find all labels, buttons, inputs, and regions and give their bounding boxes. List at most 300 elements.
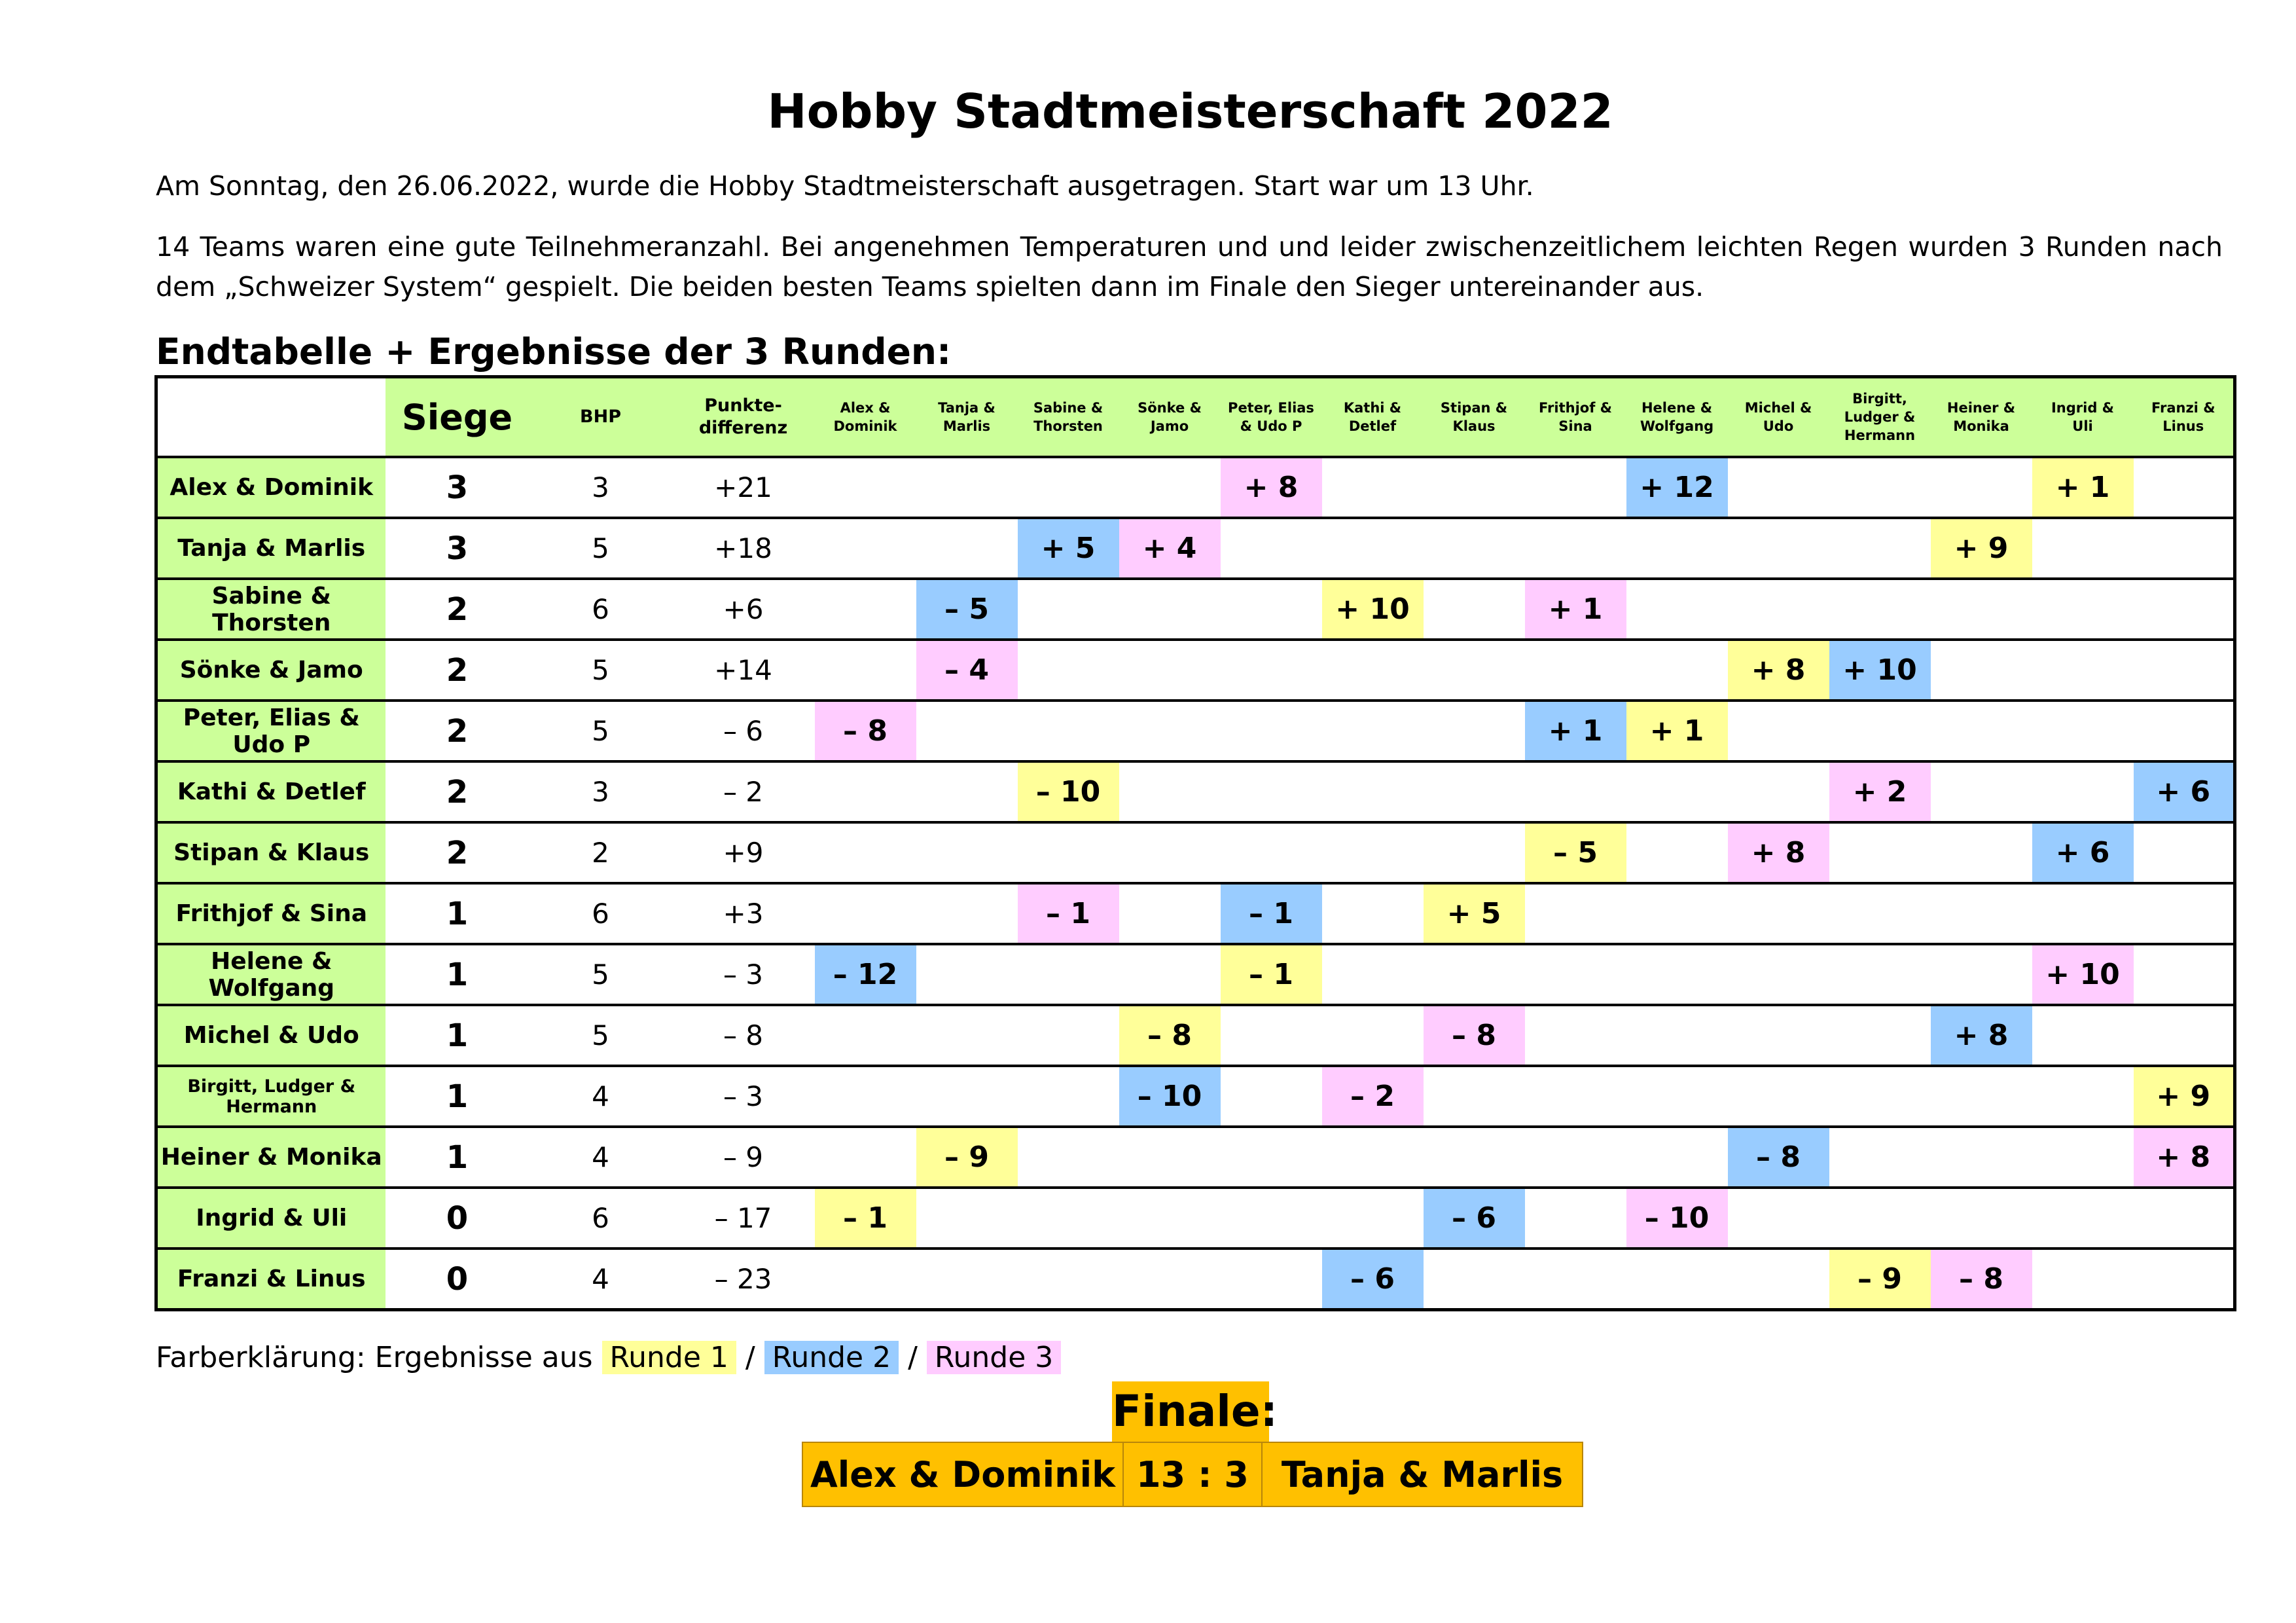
result-cell: + 9 (1931, 518, 2032, 579)
empty-cell (2134, 1005, 2235, 1066)
empty-cell (1525, 1188, 1626, 1249)
empty-cell (1424, 822, 1525, 883)
empty-cell (815, 579, 916, 640)
header-opponent: Stipan & Klaus (1424, 377, 1525, 458)
result-cell: + 5 (1424, 883, 1525, 944)
empty-cell (2032, 640, 2134, 701)
table-row (156, 457, 2235, 518)
empty-cell (1018, 1127, 1119, 1188)
empty-cell (815, 1066, 916, 1127)
result-cell: – 6 (1424, 1188, 1525, 1249)
empty-cell (2134, 579, 2235, 640)
empty-cell (1018, 1249, 1119, 1310)
empty-cell (1931, 457, 2032, 518)
result-cell: – 8 (1119, 1005, 1221, 1066)
table-row (156, 518, 2235, 579)
result-cell: + 6 (2134, 761, 2235, 822)
result-cell: – 1 (815, 1188, 916, 1249)
siege-value: 3 (446, 469, 469, 506)
empty-cell (1728, 1249, 1829, 1310)
bhp-value: 5 (592, 958, 609, 991)
team-name: Birgitt, Ludger & Hermann (156, 1066, 386, 1127)
header-opponent: Birgitt, Ludger & Hermann (1829, 377, 1931, 458)
intro-paragraph-2: 14 Teams waren eine gute Teilnehmeranzahl. Bei angenehmen Temperaturen und und leider zwischenzeitlichem leichten Regen wurden 3 Runden nach dem „Schweizer System“ gespielt. Die beiden besten Teams spielten dann im Finale den Sieger untereinander aus. (156, 231, 2223, 302)
empty-cell (1221, 1249, 1322, 1310)
empty-cell (1525, 518, 1626, 579)
empty-cell (1018, 640, 1119, 701)
siege-value: 1 (446, 1078, 469, 1115)
result-cell: – 1 (1221, 944, 1322, 1005)
empty-cell (2134, 944, 2235, 1005)
empty-cell (2032, 1005, 2134, 1066)
result-cell: – 10 (1626, 1188, 1728, 1249)
empty-cell (1931, 640, 2032, 701)
empty-cell (1221, 1127, 1322, 1188)
empty-cell (2032, 1249, 2134, 1310)
empty-cell (1424, 1249, 1525, 1310)
empty-cell (2032, 579, 2134, 640)
empty-cell (2134, 883, 2235, 944)
result-cell: – 1 (1018, 883, 1119, 944)
punktedifferenz-value: – 3 (723, 1080, 764, 1112)
team-name: Peter, Elias & Udo P (156, 701, 386, 761)
final-score: 13 : 3 (1123, 1442, 1262, 1506)
empty-cell (1322, 518, 1424, 579)
bhp-value: 5 (592, 532, 609, 564)
header-opponent: Helene & Wolfgang (1626, 377, 1728, 458)
empty-cell (1626, 1005, 1728, 1066)
result-cell: + 1 (2032, 457, 2134, 518)
result-cell: – 8 (815, 701, 916, 761)
punktedifferenz-value: – 6 (723, 715, 764, 747)
empty-cell (2032, 1066, 2134, 1127)
punktedifferenz-value: – 9 (723, 1141, 764, 1173)
siege-value: 1 (446, 895, 469, 932)
empty-cell (1829, 518, 1931, 579)
header-siege: Siege (386, 377, 529, 458)
result-cell: + 10 (2032, 944, 2134, 1005)
empty-cell (1626, 944, 1728, 1005)
result-cell: – 8 (1728, 1127, 1829, 1188)
empty-cell (2032, 761, 2134, 822)
empty-cell (1525, 761, 1626, 822)
siege-value: 3 (446, 530, 469, 567)
result-cell: + 6 (2032, 822, 2134, 883)
result-cell: – 8 (1931, 1249, 2032, 1310)
empty-cell (2134, 701, 2235, 761)
empty-cell (1525, 457, 1626, 518)
empty-cell (1931, 579, 2032, 640)
empty-cell (815, 883, 916, 944)
empty-cell (1221, 822, 1322, 883)
bhp-value: 4 (592, 1263, 609, 1295)
header-opponent: Ingrid & Uli (2032, 377, 2134, 458)
empty-cell (815, 640, 916, 701)
bhp-value: 3 (592, 776, 609, 808)
bhp-value: 2 (592, 837, 609, 869)
result-cell: – 5 (1525, 822, 1626, 883)
empty-cell (1525, 1127, 1626, 1188)
empty-cell (1829, 883, 1931, 944)
intro-paragraph-1: Am Sonntag, den 26.06.2022, wurde die Hobby Stadtmeisterschaft ausgetragen. Start war um 13 Uhr. (156, 170, 1534, 202)
empty-cell (2134, 1249, 2235, 1310)
result-cell: + 1 (1525, 579, 1626, 640)
empty-cell (1626, 518, 1728, 579)
header-punktedifferenz: Punkte- differenz (672, 377, 815, 458)
empty-cell (2032, 1127, 2134, 1188)
empty-cell (916, 1188, 1018, 1249)
empty-cell (1829, 1066, 1931, 1127)
siege-value: 1 (446, 1017, 469, 1054)
empty-cell (916, 701, 1018, 761)
legend-round-2: Runde 2 (764, 1341, 899, 1374)
bhp-value: 4 (592, 1141, 609, 1173)
bhp-value: 3 (592, 471, 609, 503)
empty-cell (1829, 1127, 1931, 1188)
empty-cell (1018, 701, 1119, 761)
empty-cell (1728, 761, 1829, 822)
empty-cell (1525, 1066, 1626, 1127)
result-cell: + 8 (1728, 640, 1829, 701)
header-opponent: Sabine & Thorsten (1018, 377, 1119, 458)
team-name: Alex & Dominik (156, 457, 386, 518)
empty-cell (1626, 1066, 1728, 1127)
bhp-value: 6 (592, 1202, 609, 1234)
empty-cell (916, 822, 1018, 883)
table-row (156, 944, 2235, 1005)
final-team-a: Alex & Dominik (802, 1442, 1123, 1506)
empty-cell (1221, 518, 1322, 579)
empty-cell (1829, 701, 1931, 761)
header-opponent: Michel & Udo (1728, 377, 1829, 458)
empty-cell (1626, 1127, 1728, 1188)
empty-cell (1119, 944, 1221, 1005)
table-heading: Endtabelle + Ergebnisse der 3 Runden: (156, 331, 952, 373)
empty-cell (1221, 579, 1322, 640)
empty-cell (1221, 1005, 1322, 1066)
empty-cell (2032, 1188, 2134, 1249)
empty-cell (1018, 944, 1119, 1005)
empty-cell (1931, 822, 2032, 883)
team-name: Tanja & Marlis (156, 518, 386, 579)
result-cell: – 4 (916, 640, 1018, 701)
punktedifferenz-value: – 2 (723, 776, 764, 808)
header-opponent: Tanja & Marlis (916, 377, 1018, 458)
final-result-table (802, 1442, 1583, 1507)
bhp-value: 6 (592, 898, 609, 930)
table-row (156, 1249, 2235, 1310)
siege-value: 0 (446, 1199, 469, 1237)
siege-value: 2 (446, 773, 469, 811)
empty-cell (2032, 518, 2134, 579)
empty-cell (1018, 1005, 1119, 1066)
legend-separator: / (745, 1341, 755, 1374)
empty-cell (1322, 457, 1424, 518)
header-opponent: Kathi & Detlef (1322, 377, 1424, 458)
empty-cell (1221, 761, 1322, 822)
punktedifferenz-value: +18 (714, 532, 772, 564)
team-name: Kathi & Detlef (156, 761, 386, 822)
empty-cell (916, 518, 1018, 579)
team-name: Franzi & Linus (156, 1249, 386, 1310)
siege-value: 2 (446, 712, 469, 750)
empty-cell (1728, 944, 1829, 1005)
empty-cell (1424, 701, 1525, 761)
team-name: Sabine & Thorsten (156, 579, 386, 640)
result-cell: – 10 (1018, 761, 1119, 822)
results-table (154, 375, 2236, 1311)
result-cell: + 8 (1728, 822, 1829, 883)
table-row (156, 1005, 2235, 1066)
result-cell: + 9 (2134, 1066, 2235, 1127)
empty-cell (916, 883, 1018, 944)
empty-cell (1728, 883, 1829, 944)
result-cell: – 1 (1221, 883, 1322, 944)
empty-cell (1221, 640, 1322, 701)
empty-cell (2134, 640, 2235, 701)
empty-cell (2134, 518, 2235, 579)
table-row (156, 1066, 2235, 1127)
result-cell: + 8 (1221, 457, 1322, 518)
table-row (156, 761, 2235, 822)
empty-cell (1525, 883, 1626, 944)
header-opponent: Alex & Dominik (815, 377, 916, 458)
siege-value: 2 (446, 651, 469, 689)
empty-cell (1829, 579, 1931, 640)
empty-cell (1322, 883, 1424, 944)
empty-cell (2032, 883, 2134, 944)
empty-cell (1728, 1188, 1829, 1249)
result-cell: + 10 (1829, 640, 1931, 701)
table-row (156, 579, 2235, 640)
empty-cell (1525, 944, 1626, 1005)
empty-cell (1119, 883, 1221, 944)
empty-cell (815, 1249, 916, 1310)
empty-cell (1626, 579, 1728, 640)
team-name: Stipan & Klaus (156, 822, 386, 883)
result-cell: – 8 (1424, 1005, 1525, 1066)
punktedifferenz-value: – 17 (714, 1202, 772, 1234)
empty-cell (815, 457, 916, 518)
empty-cell (1221, 1066, 1322, 1127)
legend-separator: / (908, 1341, 918, 1374)
result-cell: – 9 (1829, 1249, 1931, 1310)
empty-cell (1018, 1188, 1119, 1249)
empty-cell (1322, 701, 1424, 761)
result-cell: + 12 (1626, 457, 1728, 518)
bhp-value: 6 (592, 593, 609, 625)
empty-cell (1626, 640, 1728, 701)
empty-cell (1119, 1188, 1221, 1249)
empty-cell (1322, 1005, 1424, 1066)
empty-cell (1626, 1249, 1728, 1310)
empty-cell (1525, 640, 1626, 701)
empty-cell (1424, 1066, 1525, 1127)
legend-prefix: Farberklärung: Ergebnisse aus (156, 1341, 593, 1374)
empty-cell (1119, 457, 1221, 518)
empty-cell (1728, 1005, 1829, 1066)
empty-cell (815, 822, 916, 883)
empty-cell (1728, 701, 1829, 761)
header-opponent: Franzi & Linus (2134, 377, 2235, 458)
result-cell: – 2 (1322, 1066, 1424, 1127)
result-cell: + 1 (1525, 701, 1626, 761)
empty-cell (2134, 457, 2235, 518)
empty-cell (1424, 518, 1525, 579)
table-row (156, 1127, 2235, 1188)
empty-cell (1525, 1249, 1626, 1310)
team-name: Heiner & Monika (156, 1127, 386, 1188)
empty-cell (1424, 640, 1525, 701)
table-header-row (156, 377, 2235, 458)
empty-cell (1525, 1005, 1626, 1066)
result-cell: + 8 (1931, 1005, 2032, 1066)
team-name: Ingrid & Uli (156, 1188, 386, 1249)
empty-cell (916, 1005, 1018, 1066)
empty-cell (1119, 701, 1221, 761)
empty-cell (1322, 944, 1424, 1005)
final-team-b: Tanja & Marlis (1262, 1442, 1583, 1506)
empty-cell (1424, 579, 1525, 640)
result-cell: + 5 (1018, 518, 1119, 579)
table-row (156, 640, 2235, 701)
legend-round-3: Runde 3 (927, 1341, 1061, 1374)
empty-cell (1931, 883, 2032, 944)
empty-cell (1322, 1188, 1424, 1249)
empty-cell (1728, 579, 1829, 640)
punktedifferenz-value: – 23 (714, 1263, 772, 1295)
punktedifferenz-value: +14 (714, 654, 772, 686)
empty-cell (1626, 761, 1728, 822)
result-cell: – 10 (1119, 1066, 1221, 1127)
header-opponent: Frithjof & Sina (1525, 377, 1626, 458)
empty-cell (1018, 1066, 1119, 1127)
siege-value: 0 (446, 1260, 469, 1298)
punktedifferenz-value: +6 (723, 593, 764, 625)
punktedifferenz-value: – 3 (723, 958, 764, 991)
empty-cell (1322, 761, 1424, 822)
empty-cell (1018, 822, 1119, 883)
empty-cell (1119, 1127, 1221, 1188)
empty-cell (1728, 518, 1829, 579)
team-name: Sönke & Jamo (156, 640, 386, 701)
empty-cell (1931, 944, 2032, 1005)
empty-cell (1626, 883, 1728, 944)
empty-cell (1829, 822, 1931, 883)
bhp-value: 5 (592, 715, 609, 747)
header-corner (156, 377, 386, 458)
empty-cell (1221, 1188, 1322, 1249)
team-name: Michel & Udo (156, 1005, 386, 1066)
result-cell: + 1 (1626, 701, 1728, 761)
empty-cell (1931, 1066, 2032, 1127)
empty-cell (1424, 1127, 1525, 1188)
legend-round-1: Runde 1 (602, 1341, 736, 1374)
page-title: Hobby Stadtmeisterschaft 2022 (767, 84, 1613, 139)
empty-cell (815, 518, 916, 579)
empty-cell (1931, 1127, 2032, 1188)
finale-label: Finale: (1112, 1381, 1269, 1442)
empty-cell (916, 944, 1018, 1005)
empty-cell (1931, 1188, 2032, 1249)
siege-value: 1 (446, 956, 469, 993)
empty-cell (916, 457, 1018, 518)
team-name: Frithjof & Sina (156, 883, 386, 944)
result-cell: + 2 (1829, 761, 1931, 822)
empty-cell (1119, 1249, 1221, 1310)
result-cell: + 8 (2134, 1127, 2235, 1188)
empty-cell (1221, 701, 1322, 761)
empty-cell (1424, 944, 1525, 1005)
siege-value: 2 (446, 591, 469, 628)
siege-value: 1 (446, 1139, 469, 1176)
empty-cell (1322, 822, 1424, 883)
team-name: Helene & Wolfgang (156, 944, 386, 1005)
empty-cell (815, 1005, 916, 1066)
empty-cell (1728, 457, 1829, 518)
empty-cell (1424, 457, 1525, 518)
empty-cell (1728, 1066, 1829, 1127)
result-cell: – 9 (916, 1127, 1018, 1188)
result-cell: – 6 (1322, 1249, 1424, 1310)
siege-value: 2 (446, 834, 469, 871)
header-opponent: Peter, Elias & Udo P (1221, 377, 1322, 458)
empty-cell (815, 761, 916, 822)
table-row (156, 822, 2235, 883)
empty-cell (1829, 1005, 1931, 1066)
color-legend (156, 1338, 1061, 1378)
empty-cell (1829, 1188, 1931, 1249)
header-opponent: Heiner & Monika (1931, 377, 2032, 458)
punktedifferenz-value: – 8 (723, 1019, 764, 1051)
result-cell: – 12 (815, 944, 916, 1005)
result-cell: + 4 (1119, 518, 1221, 579)
empty-cell (2134, 1188, 2235, 1249)
empty-cell (1829, 944, 1931, 1005)
bhp-value: 5 (592, 1019, 609, 1051)
empty-cell (1119, 640, 1221, 701)
punktedifferenz-value: +3 (723, 898, 764, 930)
empty-cell (1119, 822, 1221, 883)
table-row (156, 1188, 2235, 1249)
empty-cell (1119, 761, 1221, 822)
empty-cell (916, 1066, 1018, 1127)
empty-cell (916, 761, 1018, 822)
punktedifferenz-value: +21 (714, 471, 772, 503)
empty-cell (1424, 761, 1525, 822)
empty-cell (1322, 1127, 1424, 1188)
empty-cell (2032, 701, 2134, 761)
result-cell: – 5 (916, 579, 1018, 640)
empty-cell (1322, 640, 1424, 701)
empty-cell (1829, 457, 1931, 518)
empty-cell (1931, 701, 2032, 761)
bhp-value: 5 (592, 654, 609, 686)
empty-cell (2134, 822, 2235, 883)
punktedifferenz-value: +9 (723, 837, 764, 869)
empty-cell (1931, 761, 2032, 822)
empty-cell (815, 1127, 916, 1188)
bhp-value: 4 (592, 1080, 609, 1112)
empty-cell (1018, 457, 1119, 518)
empty-cell (1119, 579, 1221, 640)
table-row (156, 701, 2235, 761)
empty-cell (916, 1249, 1018, 1310)
header-opponent: Sönke & Jamo (1119, 377, 1221, 458)
table-row (156, 883, 2235, 944)
header-bhp: BHP (529, 377, 672, 458)
empty-cell (1626, 822, 1728, 883)
